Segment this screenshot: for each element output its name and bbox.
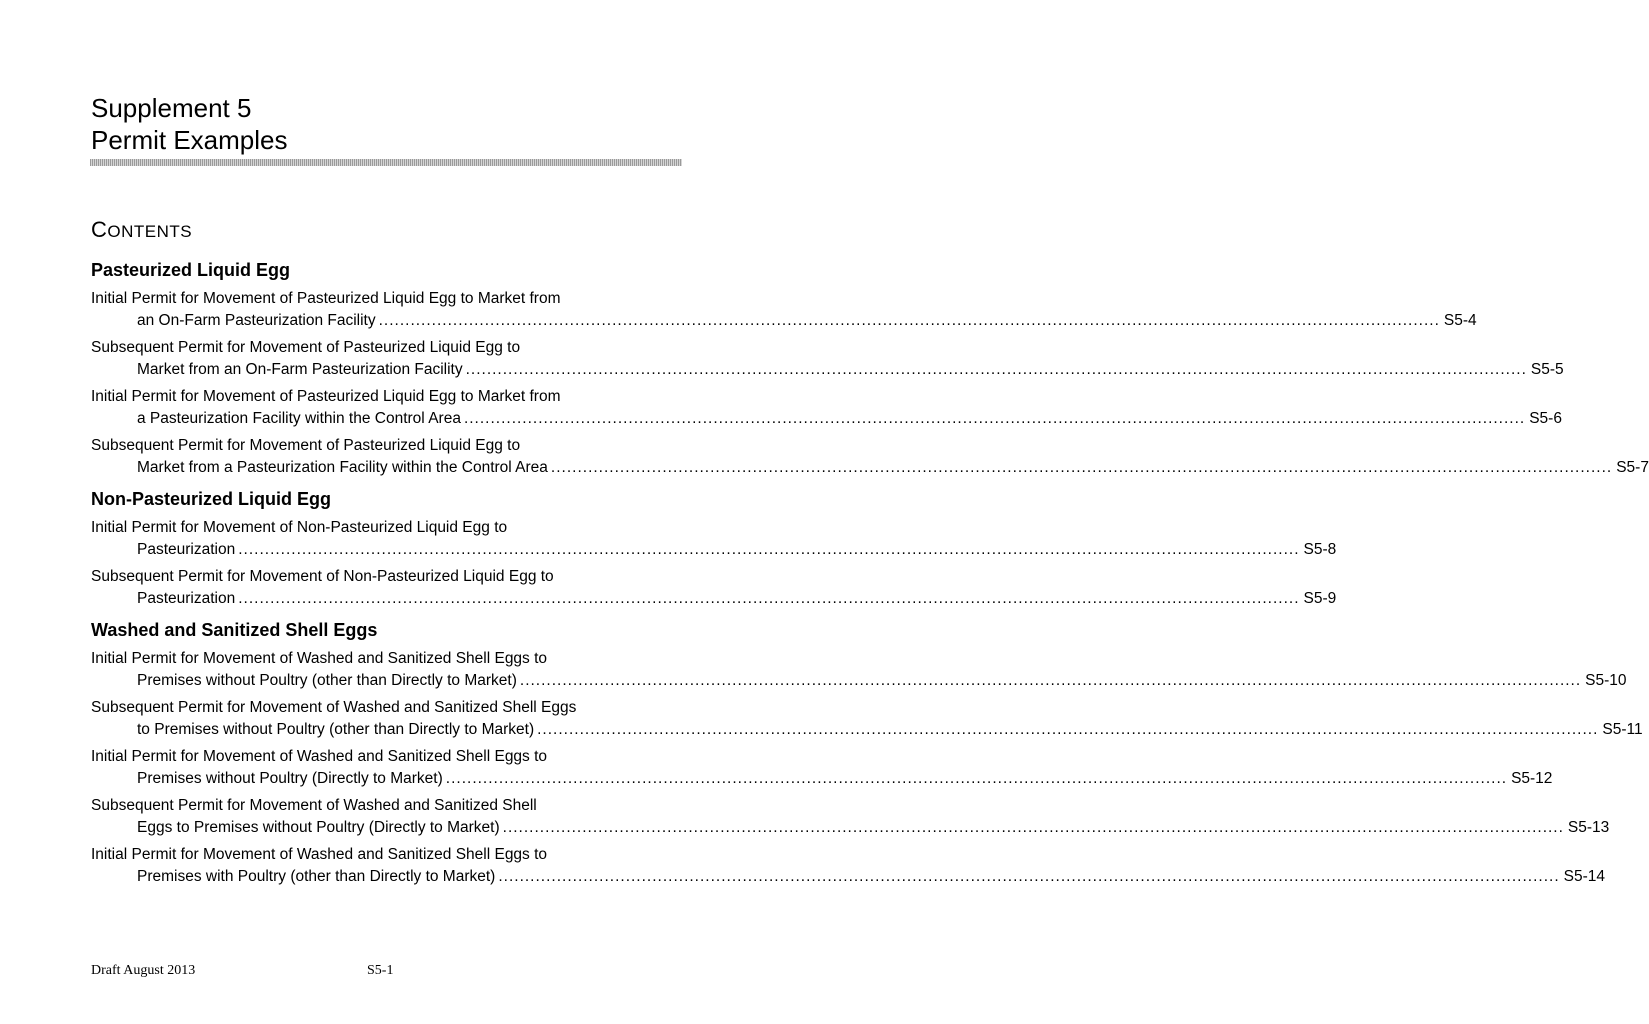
toc-dot-leader: ........................................................................................................................................................................................................ xyxy=(519,672,1582,689)
toc-entry-title-line-2: Market from a Pasteurization Facility within the Control Area xyxy=(137,459,548,476)
toc-entry-line-2 xyxy=(91,768,1553,790)
contents-heading-initial: C xyxy=(91,217,108,242)
toc-entry[interactable] xyxy=(91,844,1605,888)
toc-entry-page-number: S5-12 xyxy=(1511,770,1553,787)
title-line-2: Permit Examples xyxy=(91,125,288,155)
contents-heading-rest: ONTENTS xyxy=(107,222,193,241)
toc-entry-title-line-1: Initial Permit for Movement of Washed and Sanitized Shell Eggs to xyxy=(91,650,548,667)
toc-entry-line-2 xyxy=(91,539,1337,561)
toc-entry-title-line-2: Eggs to Premises without Poultry (Directly to Market) xyxy=(137,819,500,836)
toc-entry[interactable] xyxy=(91,288,1477,332)
footer-page-number: S5-1 xyxy=(367,963,394,978)
toc-entry-line-2 xyxy=(91,457,1649,479)
toc-entry-page-number: S5-8 xyxy=(1303,541,1337,558)
toc-section-heading: Non-Pasteurized Liquid Egg xyxy=(91,489,332,509)
toc-entry-page-number: S5-11 xyxy=(1602,721,1643,738)
toc-entry-title-line-2: an On-Farm Pasteurization Facility xyxy=(137,312,376,329)
toc-entry-line-2 xyxy=(91,310,1477,332)
contents-heading xyxy=(91,217,192,245)
table-of-contents xyxy=(91,255,1649,893)
toc-entry[interactable] xyxy=(91,435,1649,479)
toc-entry-title-line-2: a Pasteurization Facility within the Control Area xyxy=(137,410,461,427)
toc-dot-leader: ........................................................................................................................................................................................................ xyxy=(463,410,1526,427)
toc-dot-leader: ........................................................................................................................................................................................................ xyxy=(502,819,1564,836)
toc-section-heading: Pasteurized Liquid Egg xyxy=(91,260,291,280)
toc-dot-leader: ........................................................................................................................................................................................................ xyxy=(238,541,1300,558)
toc-entry-title-line-1: Initial Permit for Movement of Pasteurized Liquid Egg to Market from xyxy=(91,290,561,307)
toc-entry-title-line-2: Pasteurization xyxy=(137,590,236,607)
toc-entry[interactable] xyxy=(91,746,1553,790)
toc-entry-title-line-1: Subsequent Permit for Movement of Washed and Sanitized Shell xyxy=(91,797,537,814)
toc-entry-line-2 xyxy=(91,408,1562,430)
toc-entry-page-number: S5-13 xyxy=(1567,819,1610,836)
toc-dot-leader: ........................................................................................................................................................................................................ xyxy=(498,868,1560,885)
toc-entry-title-line-1: Initial Permit for Movement of Washed and Sanitized Shell Eggs to xyxy=(91,846,548,863)
toc-entry-line-2 xyxy=(91,866,1605,888)
toc-entry-page-number: S5-9 xyxy=(1303,590,1337,607)
toc-entry-title-line-2: Premises without Poultry (other than Directly to Market) xyxy=(137,672,517,689)
toc-entry-title-line-1: Subsequent Permit for Movement of Pasteurized Liquid Egg to xyxy=(91,339,521,356)
toc-dot-leader: ........................................................................................................................................................................................................ xyxy=(465,361,1527,378)
toc-entry-title-line-1: Subsequent Permit for Movement of Washed and Sanitized Shell Eggs xyxy=(91,699,577,716)
toc-entry-page-number: S5-4 xyxy=(1443,312,1477,329)
toc-entry[interactable] xyxy=(91,697,1643,741)
toc-entry[interactable] xyxy=(91,795,1610,839)
toc-entry-line-2 xyxy=(91,817,1610,839)
toc-entry-page-number: S5-10 xyxy=(1585,672,1627,689)
toc-dot-leader: ........................................................................................................................................................................................................ xyxy=(378,312,1440,329)
toc-dot-leader: ........................................................................................................................................................................................................ xyxy=(445,770,1508,787)
toc-entry-title-line-1: Subsequent Permit for Movement of Pasteurized Liquid Egg to xyxy=(91,437,521,454)
toc-entry-title-line-1: Subsequent Permit for Movement of Non-Pasteurized Liquid Egg to xyxy=(91,568,554,585)
toc-entry-title-line-1: Initial Permit for Movement of Washed and Sanitized Shell Eggs to xyxy=(91,748,548,765)
toc-dot-leader: ........................................................................................................................................................................................................ xyxy=(238,590,1300,607)
toc-entry[interactable] xyxy=(91,386,1562,430)
toc-entry-line-2 xyxy=(91,359,1564,381)
footer-draft-date: Draft August 2013 xyxy=(91,963,196,978)
toc-entry-line-2 xyxy=(91,588,1337,610)
toc-entry[interactable] xyxy=(91,648,1627,692)
toc-entry-title-line-2: Pasteurization xyxy=(137,541,236,558)
toc-entry-page-number: S5-6 xyxy=(1529,410,1562,427)
toc-entry-line-2 xyxy=(91,670,1627,692)
toc-entry-page-number: S5-14 xyxy=(1563,868,1605,885)
toc-entry-title-line-2: Premises with Poultry (other than Directly to Market) xyxy=(137,868,496,885)
toc-entry-title-line-1: Initial Permit for Movement of Non-Pasteurized Liquid Egg to xyxy=(91,519,508,536)
title-divider xyxy=(90,159,682,166)
toc-entry-page-number: S5-5 xyxy=(1530,361,1564,378)
toc-entry[interactable] xyxy=(91,337,1564,381)
toc-entry-title-line-2: to Premises without Poultry (other than Directly to Market) xyxy=(137,721,535,738)
toc-entry[interactable] xyxy=(91,517,1337,561)
toc-entry-title-line-2: Premises without Poultry (Directly to Market) xyxy=(137,770,443,787)
toc-entry-title-line-1: Initial Permit for Movement of Pasteurized Liquid Egg to Market from xyxy=(91,388,561,405)
toc-entry-title-line-2: Market from an On-Farm Pasteurization Facility xyxy=(137,361,463,378)
toc-dot-leader: ........................................................................................................................................................................................................ xyxy=(537,721,1599,738)
toc-entry-line-2 xyxy=(91,719,1643,741)
page-title xyxy=(91,92,288,156)
toc-entry[interactable] xyxy=(91,566,1337,610)
toc-entry-page-number: S5-7 xyxy=(1616,459,1649,476)
toc-section-heading: Washed and Sanitized Shell Eggs xyxy=(91,620,378,640)
title-line-1: Supplement 5 xyxy=(91,93,252,123)
toc-dot-leader: ........................................................................................................................................................................................................ xyxy=(550,459,1613,476)
